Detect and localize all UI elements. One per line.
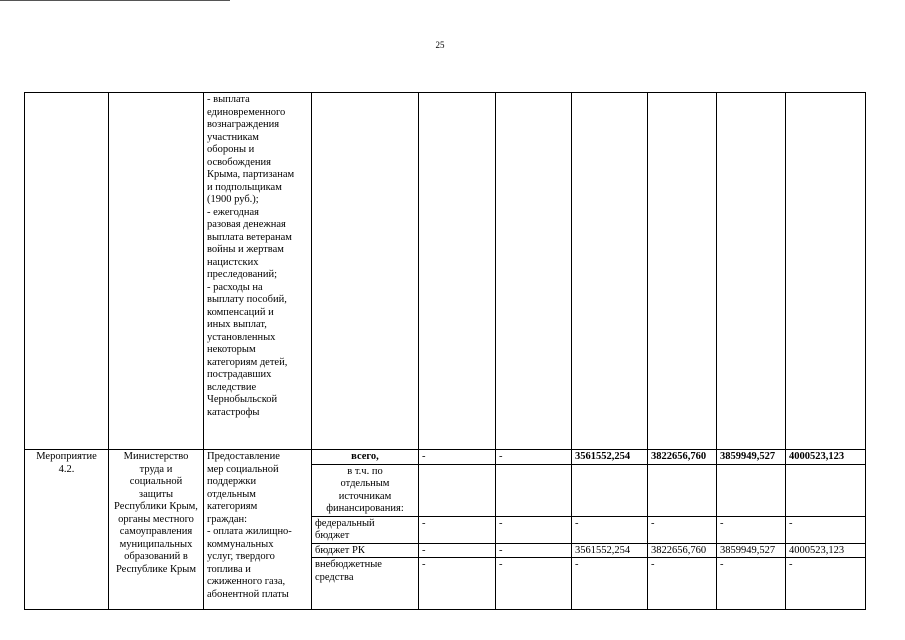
event-number: Мероприятие 4.2. — [25, 450, 109, 610]
value-cell — [648, 464, 717, 516]
value-cell: - — [648, 516, 717, 543]
table-row-total — [25, 450, 866, 465]
value-cell: - — [419, 516, 496, 543]
funding-label: всего, — [312, 450, 419, 465]
value-cell: - — [496, 516, 572, 543]
value-cell: - — [419, 558, 496, 610]
value-cell: 4000523,123 — [786, 543, 866, 558]
value-cell: - — [496, 558, 572, 610]
value-cell: - — [786, 558, 866, 610]
value-cell: 3859949,527 — [717, 543, 786, 558]
value-cell: - — [419, 543, 496, 558]
value-cell: - — [786, 516, 866, 543]
measure-description: Предоставление мер социальной поддержки отдельным категориям граждан: - оплата жилищно- коммунальных услуг, твердого топлива и сжиженного газа, абонентной платы — [204, 450, 312, 610]
value-cell: - — [572, 516, 648, 543]
value-cell: 4000523,123 — [786, 450, 866, 465]
value-cell — [496, 464, 572, 516]
value-cell: 3822656,760 — [648, 450, 717, 465]
funding-label: бюджет РК — [312, 543, 419, 558]
value-cell: - — [572, 558, 648, 610]
funding-label: в т.ч. по отдельным источникам финансирования: — [312, 464, 419, 516]
value-cell: 3822656,760 — [648, 543, 717, 558]
value-cell: 3859949,527 — [717, 450, 786, 465]
value-cell — [717, 464, 786, 516]
funding-label: федеральный бюджет — [312, 516, 419, 543]
value-cell: - — [496, 450, 572, 465]
measure-description-cont: - выплата единовременного вознаграждения участникам обороны и освобождения Крыма, партизанам и подпольщикам (1900 руб.); - ежегодная разовая денежная выплата ветеранам войны и жертвам нацистских преследований; - расходы на выплату пособий, компенсаций и иных выплат, установленных некоторым категориям детей, пострадавших вследствие Чернобыльской катастрофы — [204, 93, 312, 450]
value-cell — [572, 464, 648, 516]
page-number: 25 — [435, 40, 445, 50]
value-cell — [419, 464, 496, 516]
value-cell: 3561552,254 — [572, 450, 648, 465]
value-cell: - — [419, 450, 496, 465]
value-cell: 3561552,254 — [572, 543, 648, 558]
funding-label: внебюджетные средства — [312, 558, 419, 610]
table-row-continuation — [25, 93, 866, 450]
value-cell: - — [717, 516, 786, 543]
value-cell: - — [496, 543, 572, 558]
top-rule — [0, 0, 230, 1]
value-cell — [786, 464, 866, 516]
executor: Министерство труда и социальной защиты Республики Крым, органы местного самоуправления муниципальных образований в Республике Крым — [109, 450, 204, 610]
value-cell: - — [648, 558, 717, 610]
program-table — [24, 92, 866, 610]
value-cell: - — [717, 558, 786, 610]
